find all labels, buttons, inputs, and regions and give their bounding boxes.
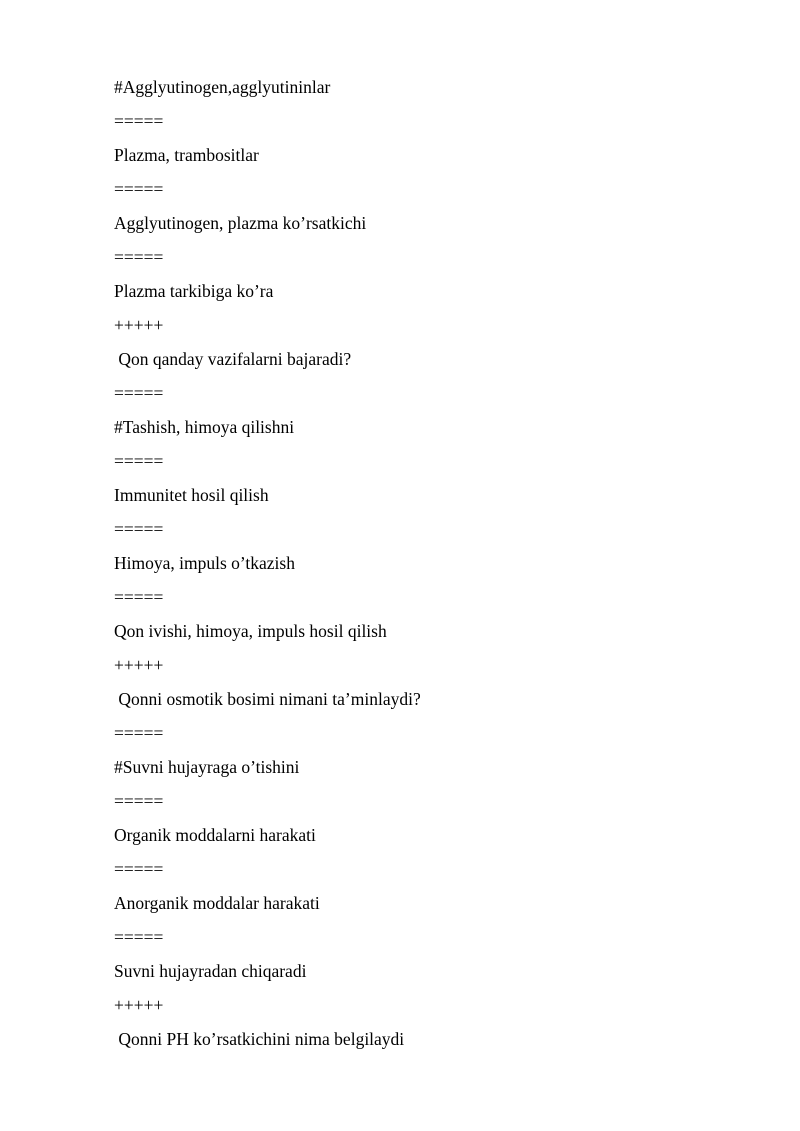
question-separator-line: +++++ (114, 655, 164, 675)
answer-line: Immunitet hosil qilish (114, 485, 269, 505)
document-body (114, 72, 734, 1058)
answer-correct-line: #Agglyutinogen,agglyutininlar (114, 77, 331, 97)
answer-correct-line: #Tashish, himoya qilishni (114, 417, 295, 437)
separator-line: ===== (114, 519, 164, 539)
separator-line: ===== (114, 587, 164, 607)
answer-line: Organik moddalarni harakati (114, 825, 316, 845)
answer-line: Anorganik moddalar harakati (114, 893, 320, 913)
question-line: Qonni osmotik bosimi nimani ta’minlaydi? (114, 689, 421, 709)
separator-line: ===== (114, 791, 164, 811)
question-separator-line: +++++ (114, 995, 164, 1015)
separator-line: ===== (114, 451, 164, 471)
answer-line: Suvni hujayradan chiqaradi (114, 961, 307, 981)
question-separator-line: +++++ (114, 315, 164, 335)
separator-line: ===== (114, 723, 164, 743)
separator-line: ===== (114, 111, 164, 131)
answer-line: Agglyutinogen, plazma ko’rsatkichi (114, 213, 367, 233)
answer-line: Himoya, impuls o’tkazish (114, 553, 295, 573)
answer-correct-line: #Suvni hujayraga o’tishini (114, 757, 300, 777)
answer-line: Plazma tarkibiga ko’ra (114, 281, 274, 301)
separator-line: ===== (114, 927, 164, 947)
question-line: Qonni PH ko’rsatkichini nima belgilaydi (114, 1029, 405, 1049)
answer-line: Qon ivishi, himoya, impuls hosil qilish (114, 621, 387, 641)
separator-line: ===== (114, 247, 164, 267)
separator-line: ===== (114, 859, 164, 879)
question-line: Qon qanday vazifalarni bajaradi? (114, 349, 352, 369)
separator-line: ===== (114, 383, 164, 403)
separator-line: ===== (114, 179, 164, 199)
answer-line: Plazma, trambositlar (114, 145, 259, 165)
